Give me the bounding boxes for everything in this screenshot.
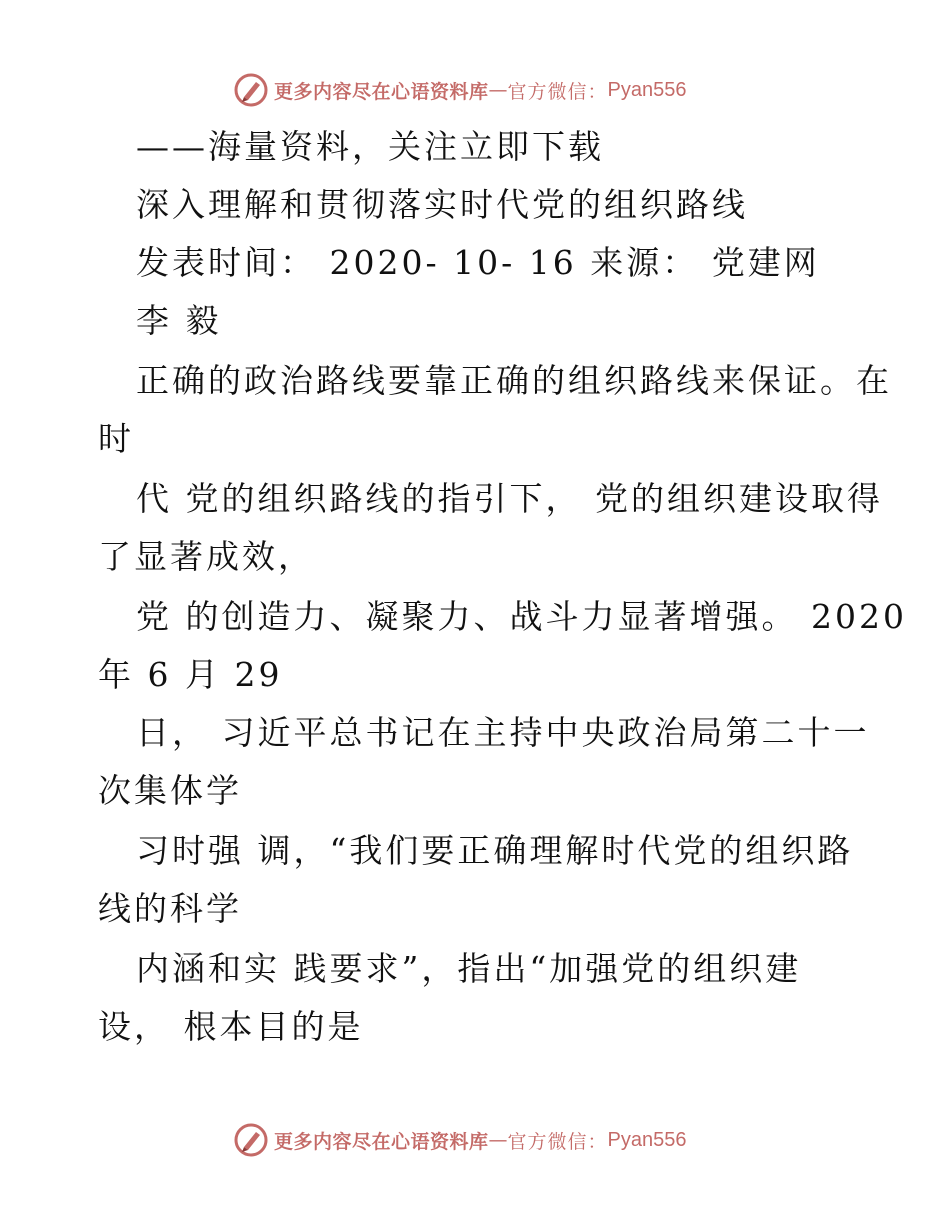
doc-line-body: 日， 习近平总书记在主持中央政治局第二十一: [136, 713, 870, 752]
doc-line-body: 正确的政治路线要靠正确的组织路线来保证。在: [136, 361, 892, 400]
doc-line-body: 党 的创造力、凝聚力、战斗力显著增强。 2020: [136, 597, 907, 636]
doc-line-publish-info: 发表时间： 2020- 10- 16 来源： 党建网: [136, 243, 820, 282]
pen-logo-icon: [234, 1123, 268, 1157]
watermark-separator: —: [488, 79, 508, 101]
watermark-separator: —: [488, 1129, 508, 1151]
watermark-wechat-id: Pyan556: [607, 78, 687, 101]
watermark-wechat-label: 官方微信：: [507, 80, 608, 103]
doc-line-author: 李 毅: [136, 301, 222, 340]
doc-line-body: 了显著成效，: [98, 537, 314, 576]
watermark-text: 更多内容尽在心语资料库: [274, 80, 489, 103]
footer-watermark: [234, 1122, 687, 1158]
watermark-text: 更多内容尽在心语资料库: [274, 1130, 489, 1153]
doc-line-body: 时: [98, 419, 134, 458]
watermark-wechat-label: 官方微信：: [507, 1130, 608, 1153]
header-watermark: [234, 72, 687, 108]
doc-line-title: 深入理解和贯彻落实时代党的组织路线: [136, 185, 748, 224]
doc-line-body: 代 党的组织路线的指引下， 党的组织建设取得: [136, 479, 883, 518]
doc-line-body: 线的科学: [98, 889, 242, 928]
doc-line-body: 设， 根本目的是: [98, 1007, 364, 1046]
doc-line-body: 次集体学: [98, 771, 242, 810]
doc-line-body: 习时强 调，“我们要正确理解时代党的组织路: [136, 831, 854, 870]
doc-line-download-note: ——海量资料，关注立即下载: [136, 127, 604, 166]
doc-line-body: 年 6 月 29: [98, 655, 283, 694]
pen-logo-icon: [234, 73, 268, 107]
doc-line-body: 内涵和实 践要求”，指出“加强党的组织建: [136, 949, 802, 988]
watermark-wechat-id: Pyan556: [607, 1128, 687, 1151]
